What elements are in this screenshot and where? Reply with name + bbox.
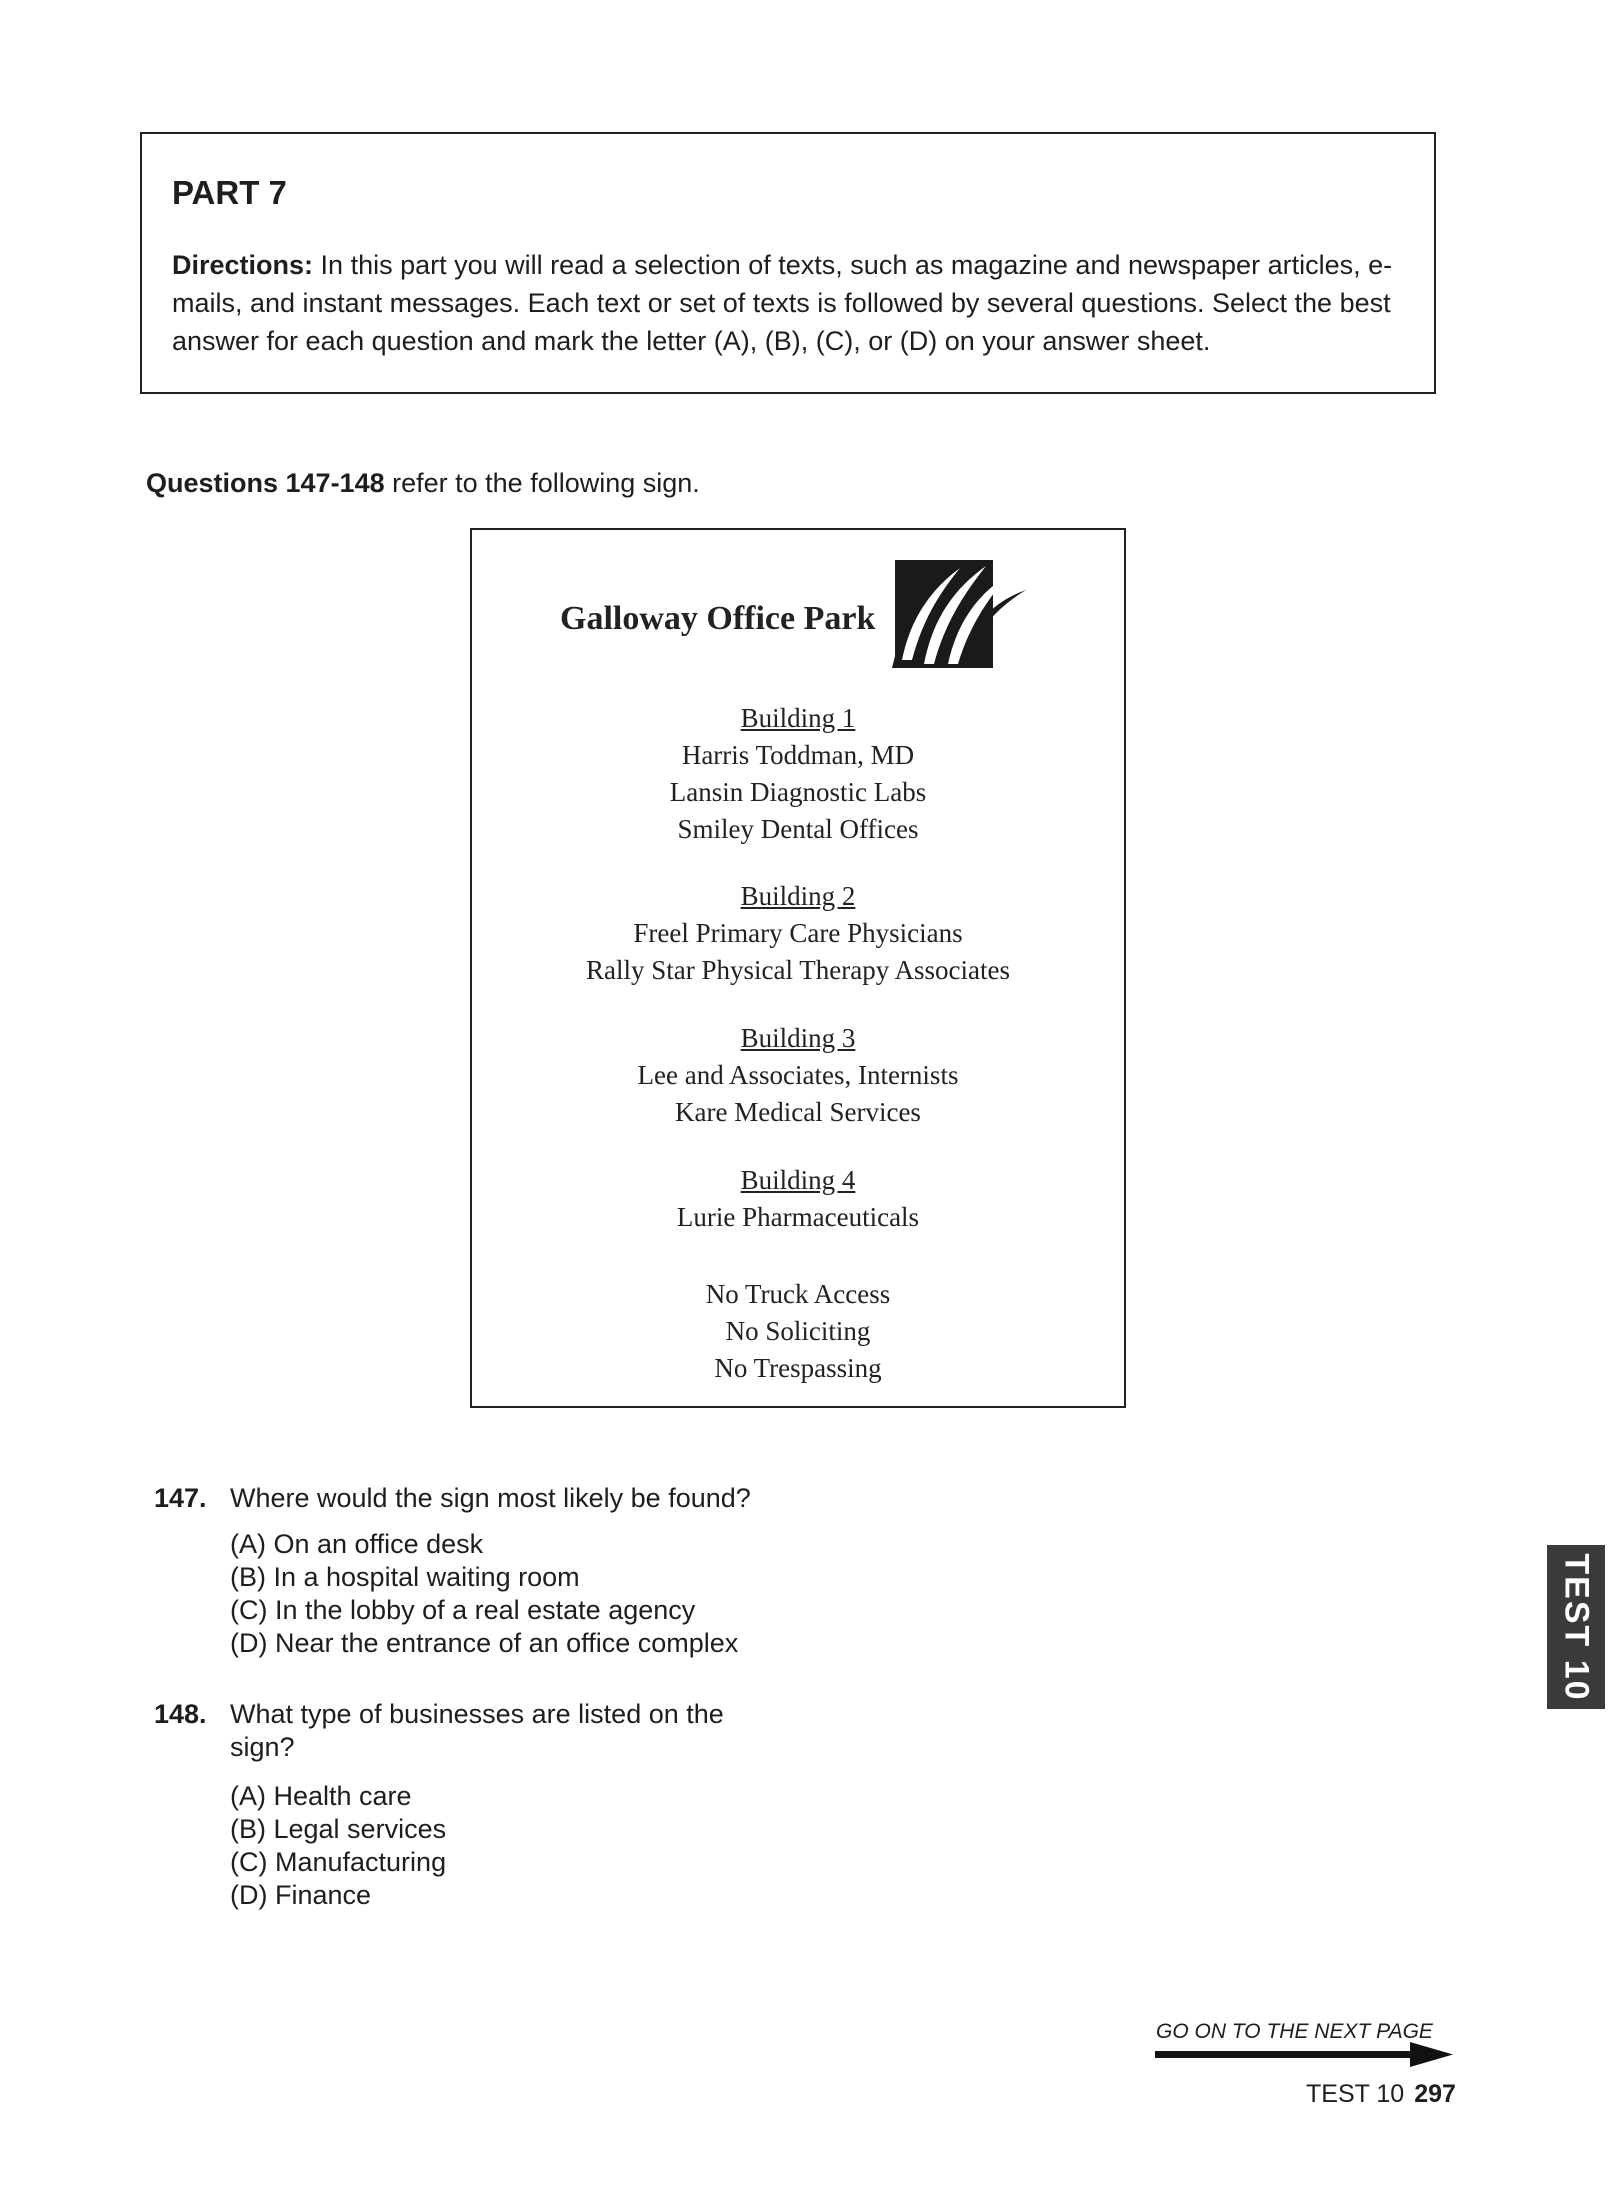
answer-option[interactable]: (C) In the lobby of a real estate agency — [230, 1595, 696, 1625]
answer-option[interactable]: (B) Legal services — [230, 1814, 447, 1844]
question-stem — [230, 1698, 724, 1764]
sign-notices — [472, 1276, 1124, 1387]
building-block — [472, 1162, 1124, 1236]
tenant: Harris Toddman, MD — [681, 740, 915, 770]
footer-test: TEST 10 — [1306, 2080, 1405, 2108]
answer-option[interactable]: (A) On an office desk — [230, 1529, 484, 1559]
answer-option[interactable]: (D) Finance — [230, 1880, 372, 1910]
office-park-sign — [470, 528, 1126, 1408]
building-block — [472, 1020, 1124, 1131]
test-side-tab — [1547, 1545, 1605, 1709]
answer-option[interactable]: (C) Manufacturing — [230, 1847, 447, 1877]
directions-label: Directions: — [172, 250, 314, 280]
answer-option[interactable]: (B) In a hospital waiting room — [230, 1562, 580, 1592]
answer-option[interactable]: (D) Near the entrance of an office complex — [230, 1628, 739, 1658]
tenant: Lee and Associates, Internists — [637, 1060, 959, 1090]
building-heading: Building 2 — [740, 881, 856, 911]
go-on-text: GO ON TO THE NEXT PAGE — [1156, 2020, 1433, 2043]
notice: No Truck Access — [705, 1279, 891, 1309]
questions-intro — [146, 468, 700, 499]
building-heading: Building 1 — [740, 703, 856, 733]
arrow-right-icon — [1155, 2040, 1455, 2068]
tenant: Lurie Pharmaceuticals — [676, 1202, 920, 1232]
page-number: 297 — [1414, 2080, 1456, 2108]
building-block — [472, 700, 1124, 848]
building-block — [472, 878, 1124, 989]
notice: No Trespassing — [714, 1353, 882, 1383]
building-heading: Building 3 — [740, 1023, 856, 1053]
tenant: Smiley Dental Offices — [677, 814, 919, 844]
grass-logo-icon — [890, 560, 1030, 670]
directions-text — [172, 246, 1412, 360]
question-stem: Where would the sign most likely be found? — [230, 1483, 751, 1513]
directions-body: In this part you will read a selection of texts, such as magazine and newspaper articles, e-mails, and instant messages. Each text or set of texts is followed by several questions. Select the best answer for each question and mark the letter (A), (B), (C), or (D) on your answer sheet. — [172, 250, 1393, 356]
question-number: 147. — [154, 1483, 207, 1513]
side-tab-label: TEST 10 — [1557, 1552, 1596, 1702]
answer-option[interactable]: (A) Health care — [230, 1781, 412, 1811]
tenant: Lansin Diagnostic Labs — [669, 777, 927, 807]
answer-options — [230, 1780, 446, 1912]
sign-title: Galloway Office Park — [560, 600, 876, 637]
tenant: Kare Medical Services — [675, 1097, 921, 1127]
question-number: 148. — [154, 1699, 207, 1729]
page-footer — [1306, 2080, 1456, 2109]
directions-box — [140, 132, 1436, 394]
question-147 — [154, 1482, 854, 1662]
questions-intro-rest: refer to the following sign. — [384, 468, 700, 498]
answer-options — [230, 1528, 738, 1660]
question-stem-line: What type of businesses are listed on the — [230, 1699, 724, 1729]
part-title: PART 7 — [172, 174, 287, 211]
notice: No Soliciting — [725, 1316, 871, 1346]
tenant: Freel Primary Care Physicians — [633, 918, 963, 948]
questions-range: Questions 147-148 — [146, 468, 385, 498]
building-heading: Building 4 — [740, 1165, 856, 1195]
question-148 — [154, 1698, 854, 1918]
tenant: Rally Star Physical Therapy Associates — [586, 955, 1010, 985]
question-stem-line: sign? — [230, 1732, 295, 1762]
